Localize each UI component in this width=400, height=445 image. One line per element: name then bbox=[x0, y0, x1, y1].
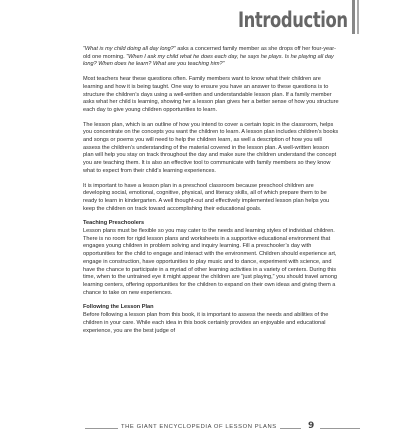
opening-quote-2: “When I ask my child what he does each day, he says he plays. Is he playing all day long? When does he learn? What are you teaching him?” bbox=[83, 53, 334, 68]
opening-quote: “What is my child doing all day long?” bbox=[83, 46, 176, 52]
footer-rule-right bbox=[320, 428, 360, 429]
page-number: 9 bbox=[308, 421, 315, 431]
paragraph-opening bbox=[83, 46, 340, 69]
paragraph: It is important to have a lesson plan in a preschool classroom because preschool children are developing social, emotional, cognitive, physical, and literacy skills, all of which prepare them to be ready to learn in kindergarten. A well thought-out and effectively implemented lesson plan helps you keep the children on track toward accomplishing their educational goals. bbox=[83, 182, 330, 212]
paragraph: Lesson plans must be flexible so you may cater to the needs and learning styles of individual children. There is no room for rigid lesson plans and worksheets in a supportive educational environment that engages young children in problem solving and inquiry learning. Fill a preschooler’s day with opportunities for the child to engage and interact with the environment. Children should experience art, engage in construction, have opportunities to play music and to dance, experiment with science, and have the chance to participate in a myriad of other learning activities in a variety of centers. During this time, when to the untrained eye it might appear the children are “just playing,” you should travel among learning centers, offering opportunities for the children to expand on their own ideas and giving them a chance to take on new experiences. bbox=[83, 228, 338, 296]
section-heading-following: Following the Lesson Plan bbox=[83, 304, 154, 311]
footer-book-title: THE GIANT ENCYCLOPEDIA OF LESSON PLANS bbox=[118, 424, 280, 430]
paragraph: Before following a lesson plan from this book, it is important to assess the needs and abilities of the children in your care. While each idea in this book certainly provides an enjoyable and educational experience, you are the best judge of bbox=[83, 312, 329, 334]
paragraph: Most teachers hear these questions often. Family members want to know what their children are learning and how it is being taught. One way to ensure you have an answer to these questions is to structure the children’s days using a well-written and understandable lesson plan. If a family member asks what her child is learning, showing her a lesson plan gives her a better sense of how you structure each day to give young children opportunities to learn. bbox=[83, 76, 339, 113]
header-rule bbox=[352, 0, 355, 34]
paragraph: The lesson plan, which is an outline of how you intend to cover a certain topic in the classroom, helps you concentrate on the concepts you want the children to learn. A lesson plan includes children’s books and songs or poems you will need to help the children learn, as well a description of how you will assess the children’s understanding of the material covered in the lesson plan. A well-written lesson plan will help you stay on track throughout the day and make sure the children understand the concept you are teaching them. It is also an effective tool to communicate with family members so they know what to expect from their child’s learning experiences. bbox=[83, 121, 339, 174]
opening-text: asks a concerned family member as she drops off her four-year-old one morning. bbox=[83, 46, 336, 60]
section-heading-teaching: Teaching Preschoolers bbox=[83, 220, 145, 227]
header-rule-thin bbox=[357, 0, 359, 34]
body-text bbox=[83, 46, 340, 342]
chapter-title: Introduction bbox=[238, 8, 348, 32]
